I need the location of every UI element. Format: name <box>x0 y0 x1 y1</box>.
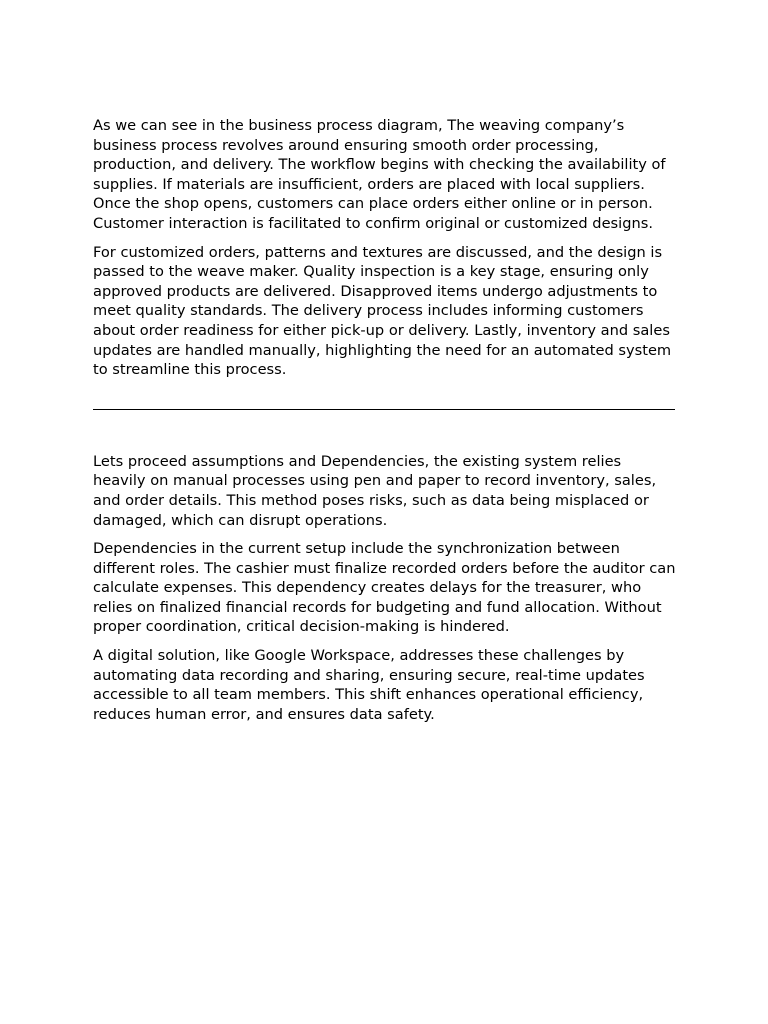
paragraph: For customized orders, patterns and textures are discussed, and the design is passed to the weave maker. Quality inspection is a key stage, ensuring only approved products are delivered. Disapproved items undergo adjustments to meet quality standards. The delivery process includes informing customers about order readiness for either pick-up or delivery. Lastly, inventory and sales updates are handled manually, highlighting the need for an automated system to streamline this process. <box>93 243 672 379</box>
paragraph: A digital solution, like Google Workspace, addresses these challenges by automating data recording and sharing, ensuring secure, real-time updates accessible to all team members. This shift enhances operational efficiency, reduces human error, and ensures data safety. <box>93 647 645 723</box>
section-business-process <box>93 116 677 380</box>
document-page <box>93 116 677 733</box>
paragraph: Dependencies in the current setup include the synchronization between different roles. The cashier must finalize recorded orders before the auditor can calculate expenses. This dependency creates delays for the treasurer, who relies on finalized financial records for budgeting and fund allocation. Without proper coordination, critical decision-making is hindered. <box>93 540 676 636</box>
paragraph: Lets proceed assumptions and Dependencies, the existing system relies heavily on manual processes using pen and paper to record inventory, sales, and order details. This method poses risks, such as data being misplaced or damaged, which can disrupt operations. <box>93 452 657 529</box>
paragraph: As we can see in the business process diagram, The weaving company’s business process revolves around ensuring smooth order processing, production, and delivery. The workflow begins with checking the availability of supplies. If materials are insufficient, orders are placed with local suppliers. Once the shop opens, customers can place orders either online or in person. Customer interaction is facilitated to confirm original or customized designs. <box>93 117 666 232</box>
horizontal-divider <box>93 409 675 410</box>
section-assumptions-dependencies <box>93 452 677 725</box>
